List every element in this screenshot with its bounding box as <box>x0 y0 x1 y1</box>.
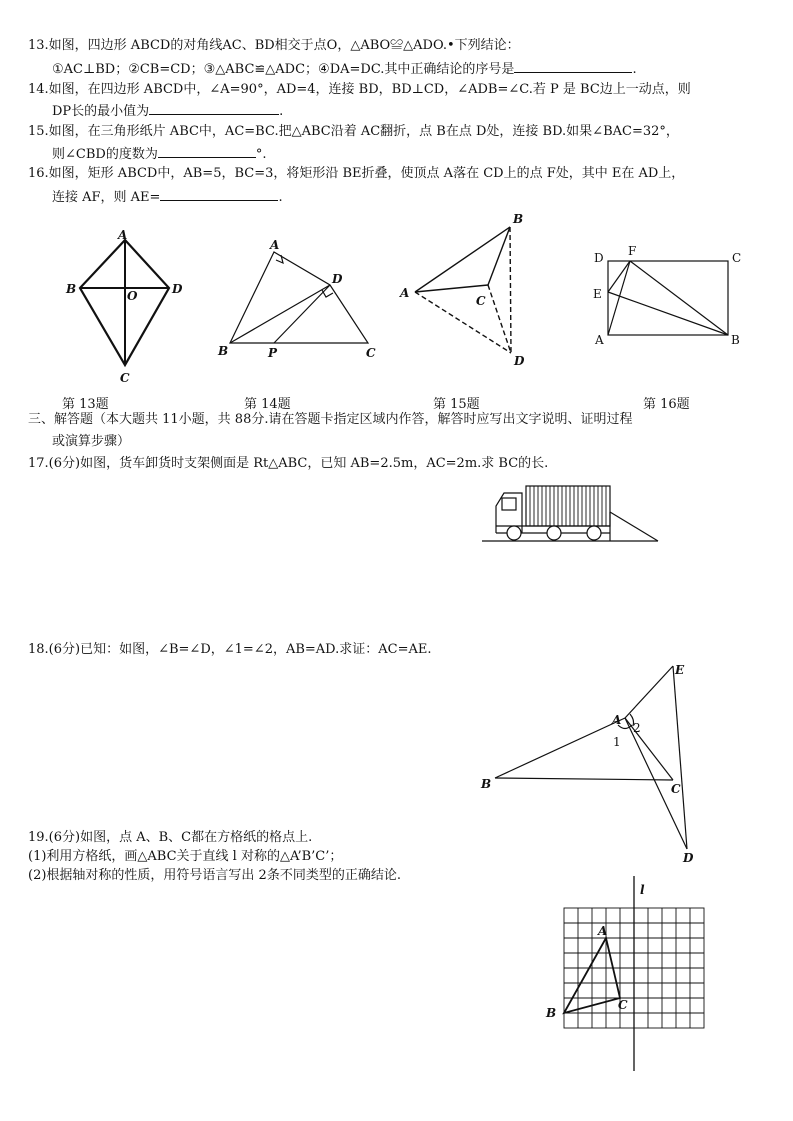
fig13-label-a: A <box>118 228 128 242</box>
q15-line2-text: 则∠CBD的度数为 <box>52 147 158 162</box>
q13-line2 <box>52 60 637 78</box>
q13-line2-end: . <box>632 62 637 77</box>
fig18-label-c: C <box>671 782 681 796</box>
fig19-label-b: B <box>546 1006 557 1020</box>
section3-line2: 或演算步骤） <box>52 434 131 449</box>
fig14-label-d: D <box>332 272 343 286</box>
fig16-label-d: D <box>594 251 604 265</box>
figure-17-truck <box>480 478 680 558</box>
q16-answer-blank[interactable] <box>160 188 278 201</box>
q14-answer-blank[interactable] <box>149 102 279 115</box>
figure-16 <box>608 261 728 335</box>
q17-text: 17.(6分)如图，货车卸货时支架侧面是 Rt△ABC，已知 AB=2.5m，AC=2m.求 BC的长. <box>28 456 549 471</box>
fig13-label-o: O <box>127 289 138 303</box>
fig16-label-c: C <box>732 251 742 265</box>
figure-19-grid <box>540 876 740 1076</box>
fig19-label-l: l <box>640 883 645 897</box>
fig16-label-f: F <box>628 244 637 258</box>
figure-14 <box>230 252 368 343</box>
fig16-label-e: E <box>593 287 602 301</box>
q16-line2-end: . <box>278 190 283 205</box>
figures-row <box>0 205 793 405</box>
figure-13 <box>80 240 169 365</box>
q16-line1: 16.如图，矩形 ABCD中，AB=5，BC=3，将矩形沿 BE折叠，使顶点 A落在 CD上的点 F处，其中 E在 AD上， <box>28 166 685 181</box>
q14-line2 <box>52 102 283 120</box>
fig18-label-e: E <box>675 663 685 677</box>
fig19-label-c: C <box>618 998 628 1012</box>
fig15-label-b: B <box>513 212 524 226</box>
q15-line1: 15.如图，在三角形纸片 ABC中，AC=BC.把△ABC沿着 AC翻折，点 B在点 D处，连接 BD.如果∠BAC=32°， <box>28 124 679 139</box>
q13-line2-text: ①AC⊥BD；②CB=CD；③△ABC≌△ADC；④DA=DC.其中正确结论的序号是 <box>52 62 515 77</box>
fig14-label-a: A <box>270 238 280 252</box>
fig15-label-a: A <box>400 286 410 300</box>
fig16-label-a: A <box>595 333 604 347</box>
q15-line2-end: °. <box>255 147 267 162</box>
section3-line1: 三、解答题（本大题共 11小题，共 88分.请在答题卡指定区域内作答，解答时应写出文字说明、证明过程 <box>28 412 633 427</box>
q14-line2-end: . <box>279 104 284 119</box>
fig13-label-c: C <box>120 371 130 385</box>
fig18-label-a: A <box>612 713 622 727</box>
figure-18 <box>475 662 715 865</box>
fig13-label-d: D <box>172 282 183 296</box>
q19-line1: 19.(6分)如图，点 A、B、C都在方格纸的格点上. <box>28 830 313 845</box>
fig18-label-b: B <box>481 777 492 791</box>
fig14-label-c: C <box>366 346 376 360</box>
caption-13: 第 13题 <box>62 397 109 412</box>
fig16-label-b: B <box>731 333 740 347</box>
q15-answer-blank[interactable] <box>158 145 256 158</box>
q14-line1: 14.如图，在四边形 ABCD中，∠A=90°，AD=4，连接 BD，BD⊥CD，∠ADB=∠C.若 P 是 BC边上一动点，则 <box>28 82 691 97</box>
q16-line2 <box>52 188 283 206</box>
fig15-label-d: D <box>514 354 525 368</box>
q14-line2-text: DP长的最小值为 <box>52 104 150 119</box>
fig14-label-b: B <box>218 344 229 358</box>
caption-15: 第 15题 <box>433 397 480 412</box>
fig18-label-2: 2 <box>633 721 641 735</box>
q15-line2 <box>52 145 266 163</box>
caption-14: 第 14题 <box>244 397 291 412</box>
q19-line3: (2)根据轴对称的性质，用符号语言写出 2条不同类型的正确结论. <box>28 868 401 883</box>
q16-line2-text: 连接 AF，则 AE= <box>52 190 161 205</box>
q13-line1: 13.如图，四边形 ABCD的对角线AC、BD相交于点O，△ABO≌△ADO.•下列结论： <box>28 38 520 53</box>
caption-16: 第 16题 <box>643 397 690 412</box>
fig14-label-p: P <box>268 346 278 360</box>
q18-text: 18.(6分)已知：如图，∠B=∠D，∠1=∠2，AB=AD.求证：AC=AE. <box>28 642 432 657</box>
figure-15 <box>415 227 511 353</box>
fig13-label-b: B <box>66 282 77 296</box>
q19-line2: (1)利用方格纸，画△ABC关于直线 l 对称的△A’B’C’； <box>28 849 343 864</box>
fig18-label-d: D <box>683 851 694 865</box>
fig19-label-a: A <box>598 924 608 938</box>
q13-answer-blank[interactable] <box>514 60 632 73</box>
fig15-label-c: C <box>476 294 486 308</box>
fig18-label-1: 1 <box>613 735 621 749</box>
